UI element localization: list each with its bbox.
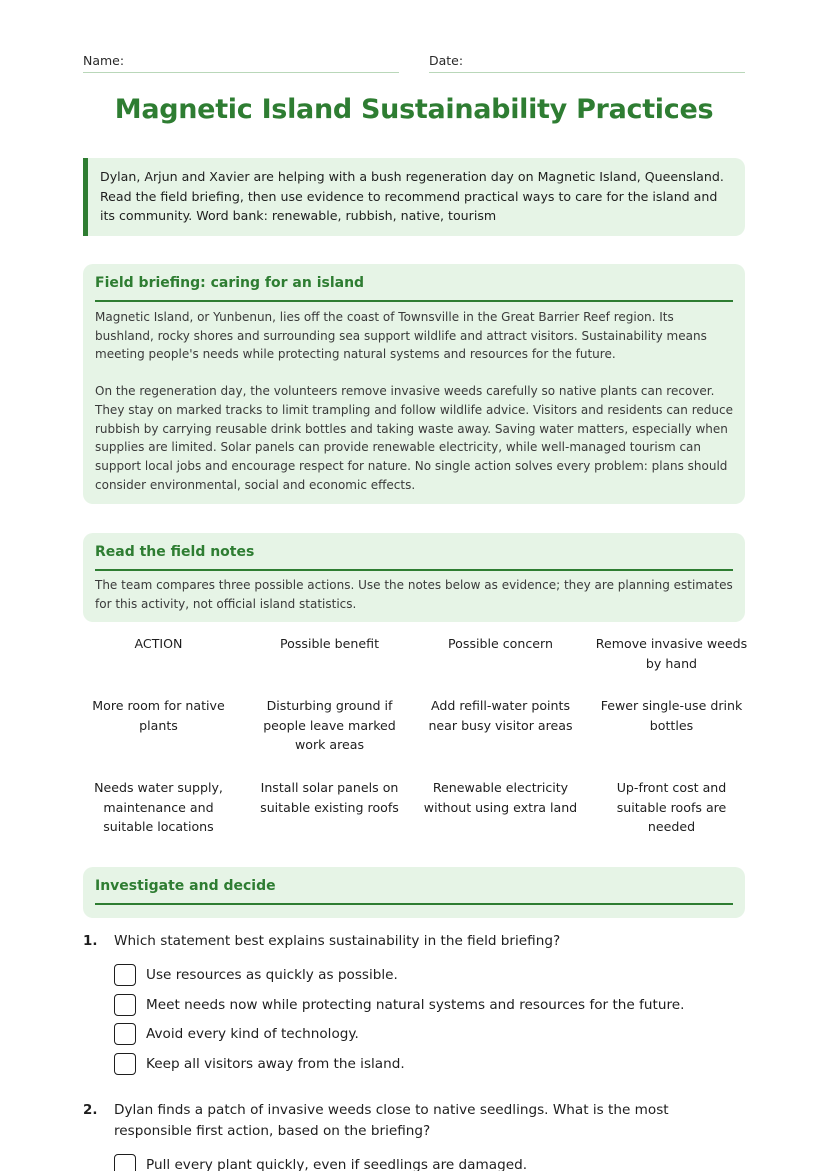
- field-notes-grid: [73, 634, 757, 848]
- grid-cell: Fewer single-use drink bottles: [600, 698, 743, 733]
- question-1: [83, 931, 745, 1079]
- answer-option[interactable]: [114, 1019, 745, 1049]
- checkbox[interactable]: [114, 994, 136, 1016]
- answer-option[interactable]: [114, 1049, 745, 1079]
- grid-cell: Possible concern: [448, 636, 553, 651]
- grid-row: [73, 634, 757, 696]
- header-fields: [83, 52, 745, 74]
- option-label: Use resources as quickly as possible.: [146, 966, 398, 983]
- field-notes-text: The team compares three possible actions. Use the notes below as evidence; they are planning estimates for this activity, not official island statistics.: [95, 578, 733, 611]
- question-options: [114, 1150, 745, 1171]
- investigate-panel: [83, 867, 745, 918]
- grid-cell: Renewable electricity without using extra land: [423, 780, 578, 815]
- checkbox[interactable]: [114, 1154, 136, 1171]
- option-label: Keep all visitors away from the island.: [146, 1055, 405, 1072]
- field-notes-heading: Read the field notes: [95, 533, 733, 571]
- question-stem: Dylan finds a patch of invasive weeds close to native seedlings. What is the most responsible first action, based on the briefing?: [114, 1101, 669, 1139]
- grid-cell: ACTION: [134, 636, 183, 651]
- grid-cell: More room for native plants: [92, 698, 225, 733]
- briefing-paragraph-1: Magnetic Island, or Yunbenun, lies off the coast of Townsville in the Great Barrier Reef region. Its bushland, rocky shores and surrounding sea support wildlife and attract visitors. Sustainability means meeting people's needs while protecting natural systems and resources for the future.: [95, 310, 707, 362]
- grid-cell: Add refill-water points near busy visitor areas: [428, 698, 573, 733]
- answer-option[interactable]: [114, 960, 745, 990]
- option-label: Meet needs now while protecting natural systems and resources for the future.: [146, 996, 685, 1013]
- answer-option[interactable]: [114, 1150, 745, 1171]
- question-stem: Which statement best explains sustainability in the field briefing?: [114, 933, 561, 949]
- grid-row: [73, 696, 757, 778]
- question-number: 1.: [83, 934, 98, 949]
- name-field[interactable]: [83, 52, 399, 73]
- grid-cell: Install solar panels on suitable existing roofs: [260, 780, 399, 815]
- grid-row: [73, 778, 757, 848]
- field-briefing-panel: [83, 264, 745, 504]
- name-label: Name:: [83, 53, 125, 68]
- grid-cell: Needs water supply, maintenance and suitable locations: [94, 780, 223, 835]
- grid-cell: Possible benefit: [279, 636, 380, 651]
- field-notes-panel: [83, 533, 745, 622]
- question-number: 2.: [83, 1102, 98, 1118]
- questions-list: [83, 931, 745, 1171]
- grid-cell: Up-front cost and suitable roofs are needed: [616, 780, 727, 835]
- page-title: Magnetic Island Sustainability Practices: [114, 94, 714, 125]
- option-label: Pull every plant quickly, even if seedlings are damaged.: [146, 1156, 528, 1171]
- field-briefing-heading: Field briefing: caring for an island: [95, 264, 733, 302]
- question-2: [83, 1100, 745, 1171]
- checkbox[interactable]: [114, 964, 136, 986]
- investigate-heading: Investigate and decide: [95, 867, 733, 905]
- briefing-paragraph-2: On the regeneration day, the volunteers remove invasive weeds carefully so native plants can recover. They stay on marked tracks to limit trampling and follow wildlife advice. Visitors and residents can reduce rubbish by carrying reusable drink bottles and taking waste away. Saving water matters, especially when supplies are limited. Solar panels can provide renewable electricity, while well-managed tourism can support local jobs and encourage respect for nature. No single action solves every problem: plans should consider environmental, social and economic effects.: [95, 384, 733, 492]
- date-field[interactable]: [429, 52, 745, 73]
- answer-option[interactable]: [114, 990, 745, 1020]
- grid-cell: Disturbing ground if people leave marked work areas: [263, 698, 396, 753]
- intro-box: Dylan, Arjun and Xavier are helping with a bush regeneration day on Magnetic Island, Queensland. Read the field briefing, then use evidence to recommend practical ways to care for the island and its community. Word bank: renewable, rubbish, native, tourism: [83, 158, 745, 236]
- checkbox[interactable]: [114, 1053, 136, 1075]
- question-options: [114, 960, 745, 1079]
- checkbox[interactable]: [114, 1023, 136, 1045]
- grid-cell: Remove invasive weeds by hand: [595, 636, 748, 671]
- date-label: Date:: [429, 53, 464, 68]
- option-label: Avoid every kind of technology.: [146, 1026, 359, 1043]
